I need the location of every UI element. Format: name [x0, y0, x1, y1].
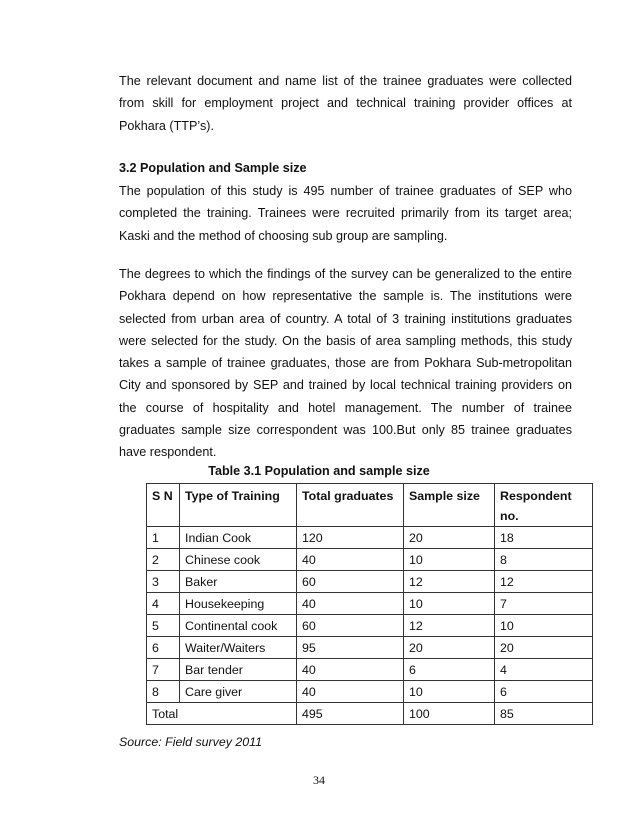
cell-total: 40 — [297, 659, 404, 681]
cell-respondent: 18 — [495, 527, 593, 549]
table-total-row — [147, 703, 593, 725]
cell-total: 40 — [297, 593, 404, 615]
page-number: 34 — [313, 773, 325, 787]
header-total-graduates: Total graduates — [297, 484, 404, 527]
table-row — [147, 527, 593, 549]
cell-sn: 7 — [147, 659, 180, 681]
cell-total: 60 — [297, 571, 404, 593]
table-caption: Table 3.1 Population and sample size — [208, 464, 430, 478]
cell-type: Chinese cook — [180, 549, 297, 571]
cell-type: Indian Cook — [180, 527, 297, 549]
cell-respondent: 4 — [495, 659, 593, 681]
cell-total: 95 — [297, 637, 404, 659]
cell-sn: 8 — [147, 681, 180, 703]
population-sample-table — [146, 483, 593, 725]
cell-total-label: Total — [147, 703, 297, 725]
table-header-row — [147, 484, 593, 527]
cell-total: 40 — [297, 549, 404, 571]
cell-total: 40 — [297, 681, 404, 703]
cell-sn: 5 — [147, 615, 180, 637]
cell-type: Housekeeping — [180, 593, 297, 615]
cell-respondent: 12 — [495, 571, 593, 593]
cell-sn: 3 — [147, 571, 180, 593]
cell-total: 120 — [297, 527, 404, 549]
table-row — [147, 681, 593, 703]
cell-sample: 10 — [404, 593, 495, 615]
cell-type: Waiter/Waiters — [180, 637, 297, 659]
cell-respondent: 20 — [495, 637, 593, 659]
cell-sample: 6 — [404, 659, 495, 681]
cell-respondent: 7 — [495, 593, 593, 615]
cell-type: Baker — [180, 571, 297, 593]
header-sample-size: Sample size — [404, 484, 495, 527]
cell-sn: 1 — [147, 527, 180, 549]
cell-total-respondent: 85 — [495, 703, 593, 725]
cell-respondent: 8 — [495, 549, 593, 571]
table-row — [147, 615, 593, 637]
cell-type: Care giver — [180, 681, 297, 703]
cell-type: Continental cook — [180, 615, 297, 637]
header-sn: S N — [147, 484, 180, 527]
paragraph-sample-description: The degrees to which the findings of the survey can be generalized to the entire Pokhara depend on how representative the sample is. The institutions were selected from urban area of country. A total of 3 training institutions graduates were selected for the study. On the basis of area sampling methods, this study takes a sample of trainee graduates, those are from Pokhara Sub-metropolitan City and sponsored by SEP and trained by local technical training providers on the course of hospitality and hotel management. The number of trainee graduates sample size correspondent was 100.But only 85 trainee graduates have respondent. — [119, 267, 572, 460]
cell-type: Bar tender — [180, 659, 297, 681]
cell-sample: 12 — [404, 571, 495, 593]
cell-sn: 6 — [147, 637, 180, 659]
cell-respondent: 6 — [495, 681, 593, 703]
cell-sample: 10 — [404, 549, 495, 571]
cell-sample: 12 — [404, 615, 495, 637]
cell-sn: 2 — [147, 549, 180, 571]
cell-sample: 20 — [404, 527, 495, 549]
cell-sample: 10 — [404, 681, 495, 703]
cell-sample: 20 — [404, 637, 495, 659]
table-row — [147, 549, 593, 571]
table-row — [147, 637, 593, 659]
table-row — [147, 593, 593, 615]
cell-total-graduates: 495 — [297, 703, 404, 725]
cell-total-sample: 100 — [404, 703, 495, 725]
paragraph-population: The population of this study is 495 number of trainee graduates of SEP who completed the training. Trainees were recruited primarily from its target area; Kaski and the method of choosing sub group are sampling. — [119, 184, 572, 243]
cell-total: 60 — [297, 615, 404, 637]
table-row — [147, 571, 593, 593]
header-respondent-no: Respondent no. — [495, 484, 593, 527]
header-type-of-training: Type of Training — [180, 484, 297, 527]
section-heading: 3.2 Population and Sample size — [119, 161, 307, 175]
cell-sn: 4 — [147, 593, 180, 615]
table-row — [147, 659, 593, 681]
source-note: Source: Field survey 2011 — [119, 735, 263, 749]
cell-respondent: 10 — [495, 615, 593, 637]
paragraph-document-collection: The relevant document and name list of the trainee graduates were collected from skill for employment project and technical training provider offices at Pokhara (TTP’s). — [119, 74, 572, 133]
